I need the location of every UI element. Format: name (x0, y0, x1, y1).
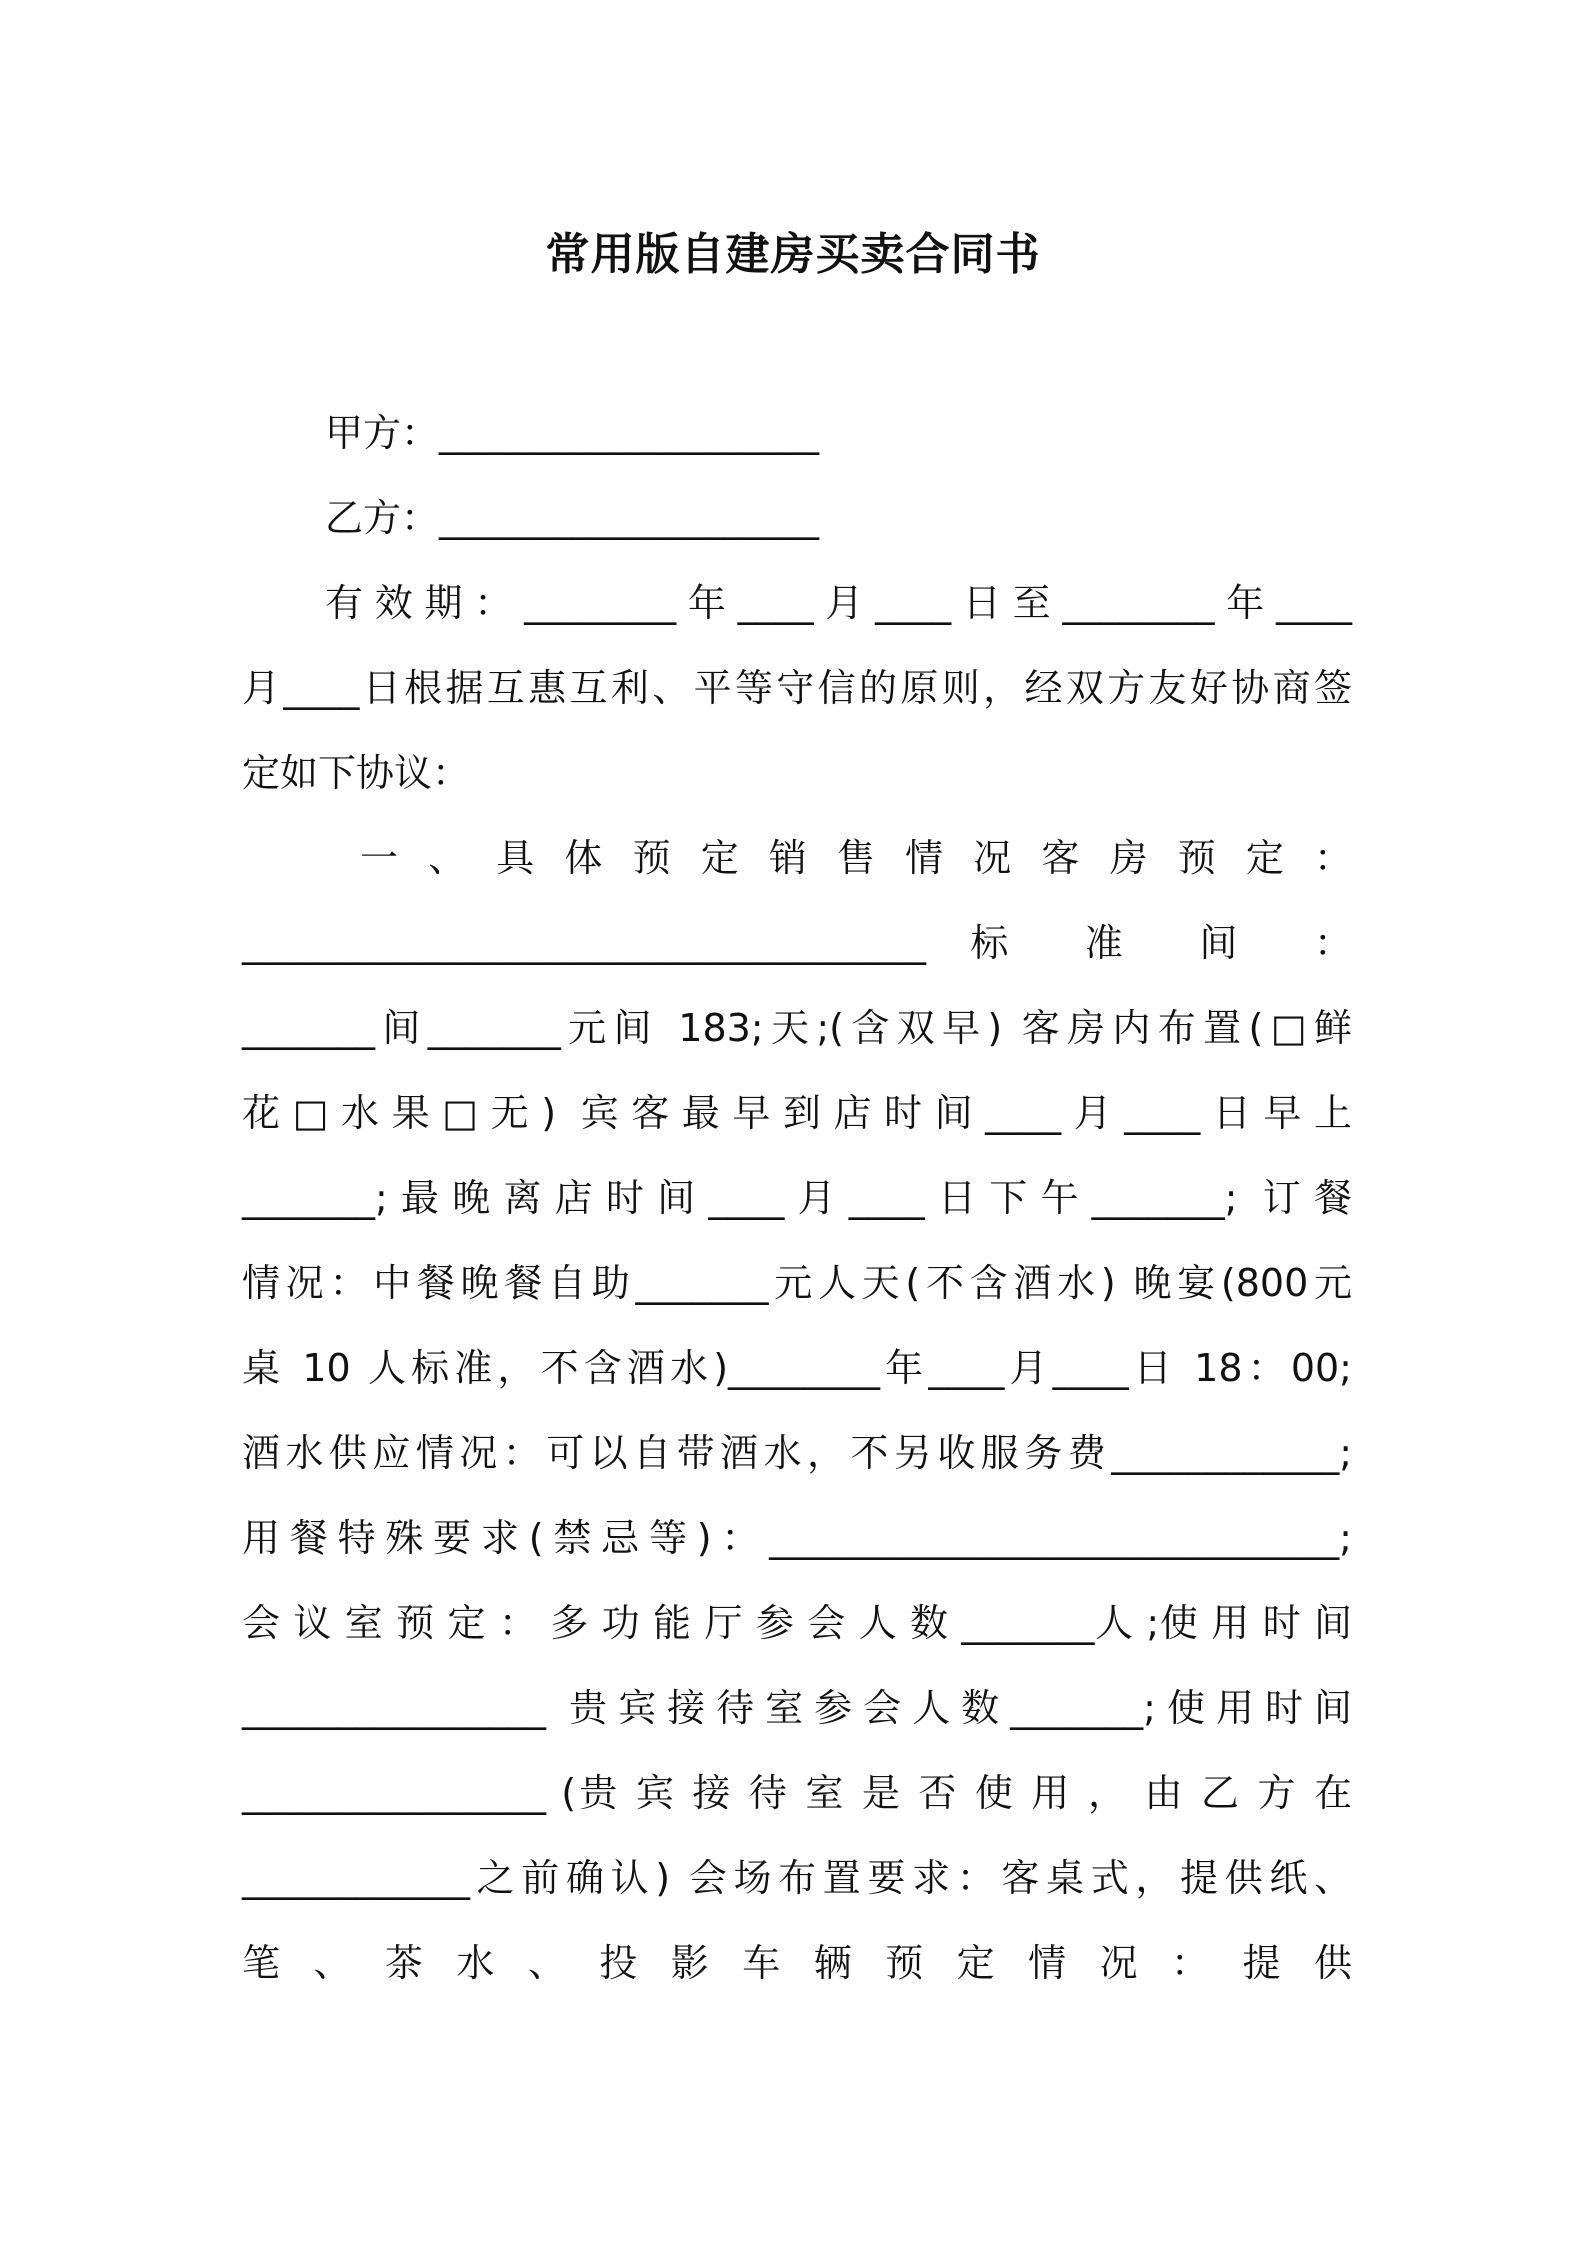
section-heading-line: 一 、 具 体 预 定 销 售 情 况 客 房 预 定 ： (360, 836, 1352, 880)
body-line: 用餐特殊要求(禁忌等)：______________________________; (242, 1516, 1352, 1560)
body-line: 情况：中餐晚餐自助_______元人天(不含酒水) 晚宴(800元 (242, 1261, 1352, 1305)
document-title: 常用版自建房买卖合同书 (545, 229, 1041, 280)
party-b-line: 乙方：____________________ (325, 496, 820, 540)
party-a-line: 甲方：____________________ (325, 411, 820, 455)
body-line: 桌 10 人标准，不含酒水)________年____月____日 18：00; (242, 1346, 1352, 1390)
body-line: ________________ (贵 宾 接 待 室 是 否 使 用 ， 由 乙 方 在 (242, 1771, 1352, 1815)
body-line: 会 议 室 预 定 ： 多 功 能 厅 参 会 人 数 _______人 ;使 用 时 间 (242, 1601, 1352, 1645)
body-line: 花□水果□无) 宾客最早到店时间____月____日早上 (242, 1091, 1352, 1135)
body-line: ____________之前确认) 会场布置要求：客桌式，提供纸、 (242, 1856, 1352, 1900)
body-line: 酒水供应情况：可以自带酒水，不另收服务费____________; (242, 1431, 1352, 1475)
body-line: ____________________________________ 标 准 间 ： (242, 921, 1352, 965)
body-line: ________________ 贵宾接待室参会人数_______;使用时间 (242, 1686, 1352, 1730)
body-line: 月____日根据互惠互利、平等守信的原则，经双方友好协商签 (242, 666, 1352, 710)
body-line: 定如下协议： (242, 751, 471, 795)
validity-line: 有效期：________年____月____日至________年____ (325, 581, 1352, 625)
body-line: _______;最晚离店时间____月____日下午_______; 订餐 (242, 1176, 1352, 1220)
body-line: _______间_______元间 183;天;(含双早) 客房内布置(□鲜 (242, 1006, 1352, 1050)
body-line: 笔 、 茶 水 、 投 影 车 辆 预 定 情 况 ： 提 供 (242, 1941, 1352, 1985)
